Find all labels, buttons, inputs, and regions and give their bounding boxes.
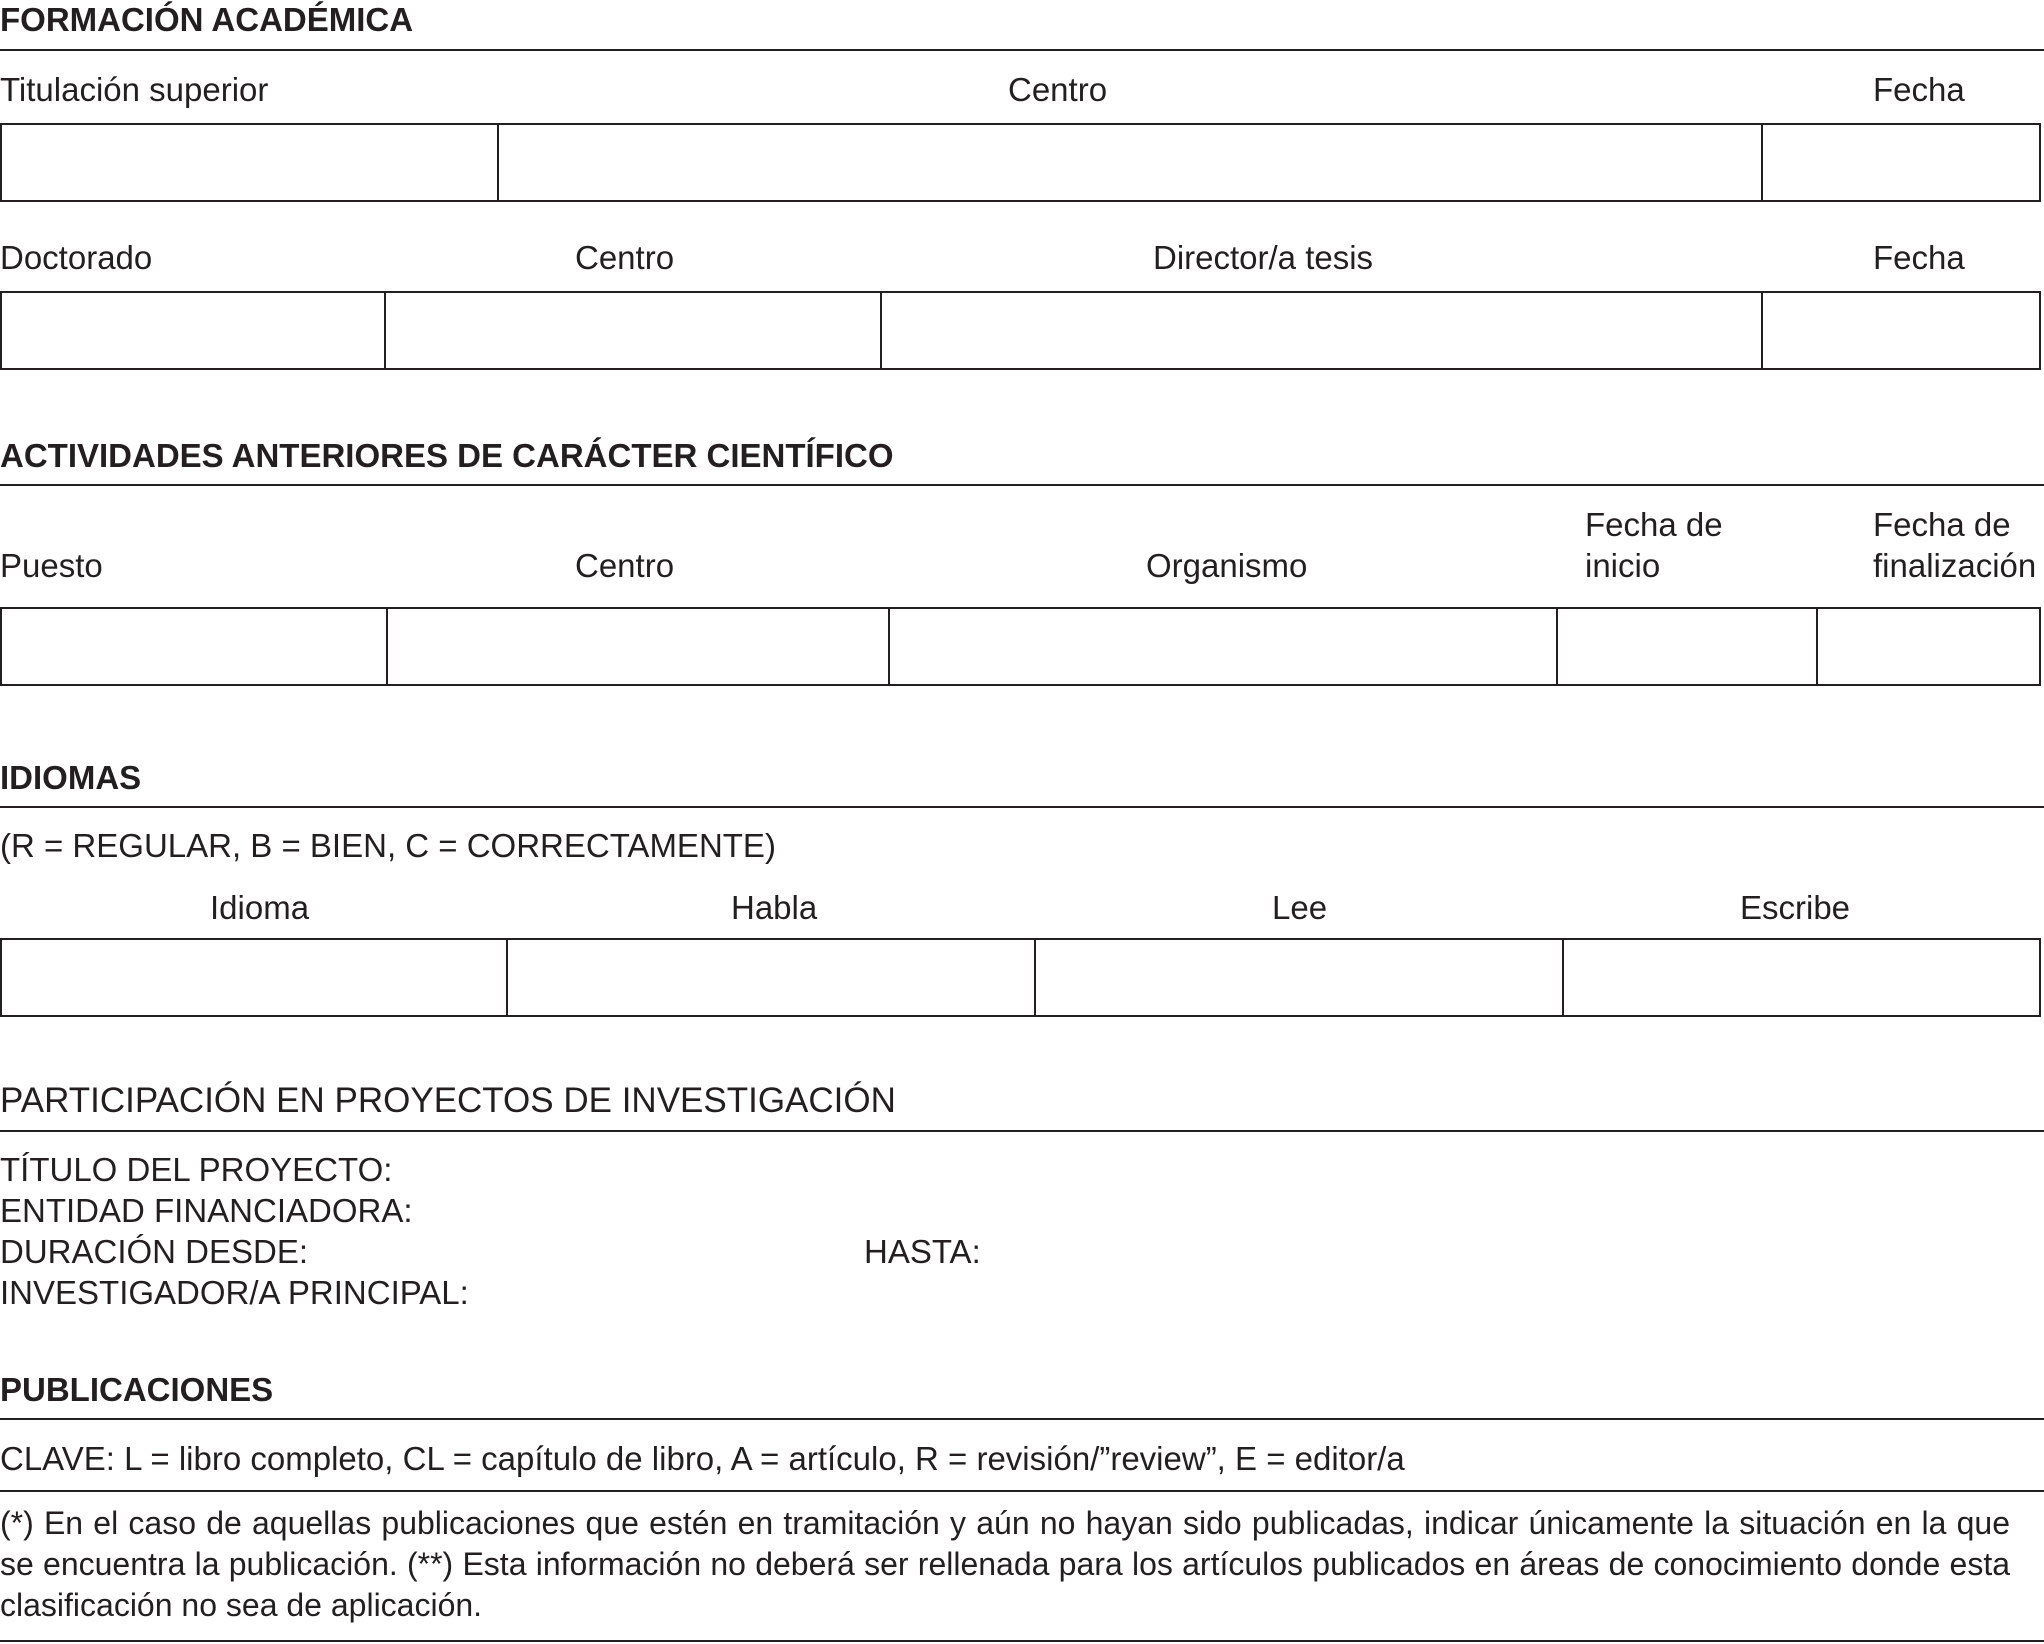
section-title-publicaciones: PUBLICACIONES xyxy=(0,1371,274,1408)
idiomas-row xyxy=(0,938,2041,1017)
bottom-rule xyxy=(0,1640,2044,1642)
label-director-tesis: Director/a tesis xyxy=(1153,239,1374,276)
titulacion-field[interactable] xyxy=(2,125,499,200)
doctorado-centro-field[interactable] xyxy=(386,293,882,368)
section-rule xyxy=(0,1130,2044,1132)
actividad-centro-field[interactable] xyxy=(388,609,890,684)
habla-field[interactable] xyxy=(508,940,1036,1015)
label-fecha: Fecha xyxy=(1873,239,1965,276)
director-tesis-field[interactable] xyxy=(882,293,1763,368)
label-fecha-fin-line2: finalización xyxy=(1873,547,2037,584)
label-fecha-fin-line1: Fecha de xyxy=(1873,506,2011,543)
label-entidad-financiadora: ENTIDAD FINANCIADORA: xyxy=(0,1192,413,1229)
idiomas-legend: (R = REGULAR, B = BIEN, C = CORRECTAMENTE) xyxy=(0,827,776,864)
label-fecha-inicio-line1: Fecha de xyxy=(1585,506,1723,543)
section-rule xyxy=(0,806,2044,808)
label-titulo-proyecto: TÍTULO DEL PROYECTO: xyxy=(0,1151,393,1188)
doctorado-fecha-field[interactable] xyxy=(1763,293,2039,368)
label-hasta: HASTA: xyxy=(864,1233,981,1270)
label-centro: Centro xyxy=(575,239,675,276)
label-fecha: Fecha xyxy=(1873,71,1965,108)
label-organismo: Organismo xyxy=(1146,547,1308,584)
titulacion-row xyxy=(0,123,2041,202)
label-fecha-inicio-line2: inicio xyxy=(1585,547,1661,584)
label-puesto: Puesto xyxy=(0,547,103,584)
titulacion-fecha-field[interactable] xyxy=(1763,125,2039,200)
escribe-field[interactable] xyxy=(1564,940,2039,1015)
doctorado-row xyxy=(0,291,2041,370)
label-centro: Centro xyxy=(575,547,675,584)
section-title-actividades: ACTIVIDADES ANTERIORES DE CARÁCTER CIENTÍFICO xyxy=(0,437,894,474)
publicaciones-nota: (*) En el caso de aquellas publicaciones que estén en tramitación y aún no hayan sido publicadas, indicar únicamente la situación en la que se encuentra la publicación. (**) Esta información no deberá ser rellenada para los artículos publicados en áreas de conocimiento donde esta clasificación no sea de aplicación. xyxy=(0,1505,2010,1623)
publicaciones-clave: CLAVE: L = libro completo, CL = capítulo de libro, A = artículo, R = revisión/”review”, E = editor/a xyxy=(0,1440,1405,1477)
label-idioma: Idioma xyxy=(210,889,310,926)
section-rule xyxy=(0,1418,2044,1420)
label-escribe: Escribe xyxy=(1740,889,1851,926)
puesto-field[interactable] xyxy=(2,609,388,684)
fecha-finalizacion-field[interactable] xyxy=(1818,609,2039,684)
section-rule xyxy=(0,1490,2044,1492)
section-title-idiomas: IDIOMAS xyxy=(0,759,142,796)
section-title-formacion: FORMACIÓN ACADÉMICA xyxy=(0,1,414,38)
organismo-field[interactable] xyxy=(890,609,1558,684)
label-titulacion-superior: Titulación superior xyxy=(0,71,269,108)
label-doctorado: Doctorado xyxy=(0,239,153,276)
section-rule xyxy=(0,49,2044,51)
label-duracion-desde: DURACIÓN DESDE: xyxy=(0,1233,309,1270)
actividades-row xyxy=(0,607,2041,686)
label-habla: Habla xyxy=(731,889,818,926)
idioma-field[interactable] xyxy=(2,940,508,1015)
label-centro: Centro xyxy=(1008,71,1108,108)
doctorado-field[interactable] xyxy=(2,293,386,368)
label-investigador-principal: INVESTIGADOR/A PRINCIPAL: xyxy=(0,1274,469,1311)
section-rule xyxy=(0,484,2044,486)
lee-field[interactable] xyxy=(1036,940,1564,1015)
label-lee: Lee xyxy=(1272,889,1328,926)
fecha-inicio-field[interactable] xyxy=(1558,609,1818,684)
titulacion-centro-field[interactable] xyxy=(499,125,1763,200)
section-title-proyectos: PARTICIPACIÓN EN PROYECTOS DE INVESTIGACIÓN xyxy=(0,1081,896,1120)
